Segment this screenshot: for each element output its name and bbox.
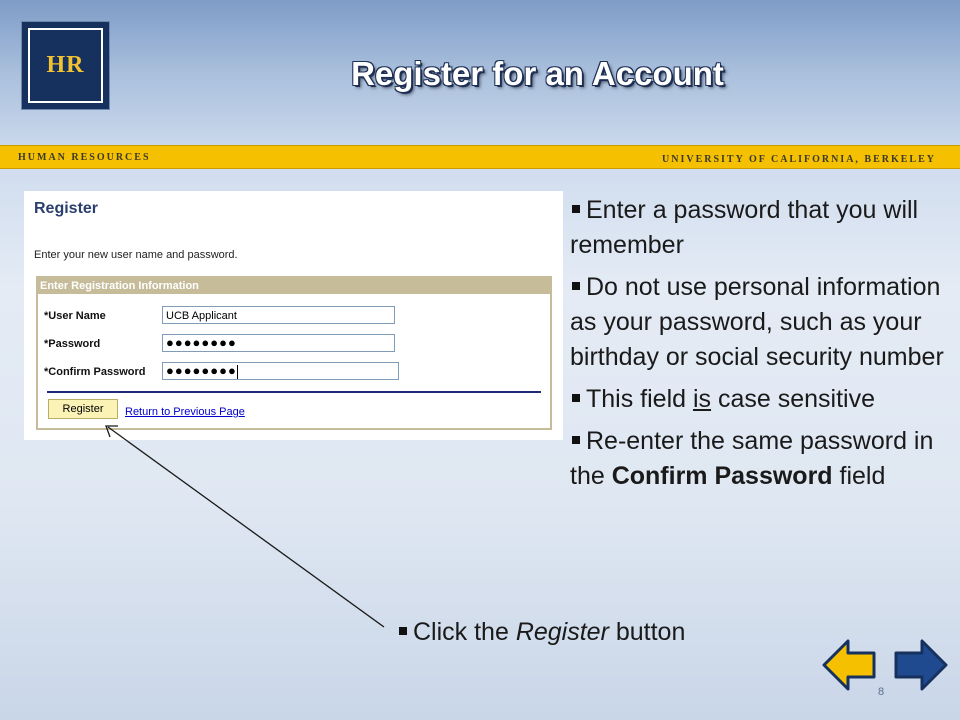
hr-logo-text: HR [28,28,103,103]
register-heading: Register [34,200,99,217]
branding-bar [0,145,960,169]
password-label: *Password [44,338,101,350]
page-number: 8 [878,686,885,698]
form-divider [47,391,541,393]
password-field[interactable]: ●●●●●●●● [162,334,395,352]
confirm-password-field[interactable] [162,362,399,380]
text-caret [237,365,238,379]
registration-panel [24,191,563,440]
bullet-item: This field is case sensitive [570,382,950,417]
register-button[interactable]: Register [48,399,118,419]
slide-title: Register for an Account [351,55,724,92]
branding-left: HUMAN RESOURCES [18,152,151,163]
username-label: *User Name [44,310,106,322]
register-instruction: Enter your new user name and password. [34,249,238,261]
bullet-square-icon [572,436,580,444]
confirm-password-value: ●●●●●●●● [166,363,237,378]
instruction-bullets [570,193,950,501]
bullet-item: Enter a password that you will remember [570,196,919,259]
bullet-square-icon [572,394,580,402]
registration-info-box [36,276,552,430]
right-arrow-icon[interactable] [892,637,948,693]
registration-info-header: Enter Registration Information [38,278,550,294]
pointer-line [108,427,384,627]
return-to-previous-page-link[interactable]: Return to Previous Page [125,406,245,418]
branding-right: UNIVERSITY OF CALIFORNIA, BERKELEY [662,154,936,165]
click-register-instruction: Click the Register button [397,615,685,650]
bullet-item: Re-enter the same password in the Confirm Password field [570,427,934,490]
bullet-square-icon [572,282,580,290]
confirm-password-label: *Confirm Password [44,366,146,378]
username-field[interactable]: UCB Applicant [162,306,395,324]
bullet-square-icon [399,627,407,635]
left-arrow-icon[interactable] [822,637,878,693]
bullet-square-icon [572,205,580,213]
bullet-item: Do not use personal information as your password, such as your birthday or social security number [570,273,944,371]
